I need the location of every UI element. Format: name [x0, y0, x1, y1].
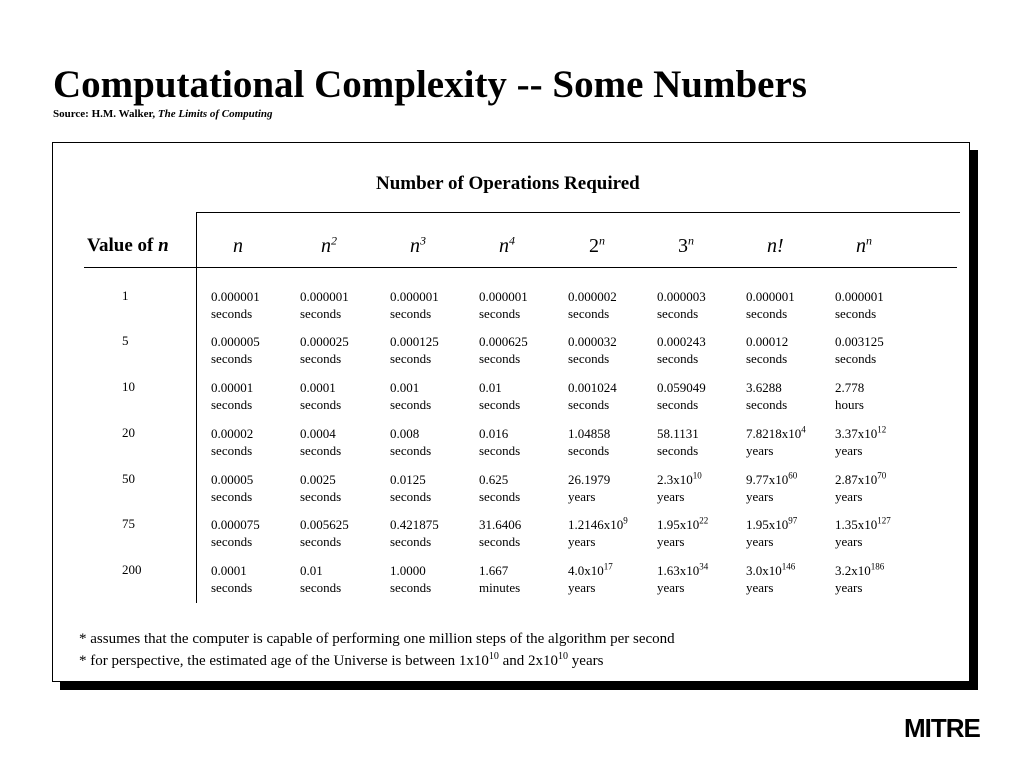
cell-value-mantissa: 1.95x10 — [657, 517, 700, 532]
footnote-exponent: 10 — [488, 651, 499, 662]
cell-unit: seconds — [300, 397, 342, 412]
cell-unit: hours — [835, 397, 864, 412]
cell-unit: seconds — [479, 351, 521, 366]
cell-unit: seconds — [746, 351, 788, 366]
table-cell — [479, 288, 528, 322]
cell-unit: seconds — [211, 351, 253, 366]
table-cell — [390, 379, 431, 413]
cell-value-exponent: 17 — [603, 561, 613, 572]
cell-value — [746, 288, 795, 305]
cell-value-mantissa: 0.001 — [390, 380, 420, 395]
cell-value-exponent: 70 — [877, 470, 887, 481]
cell-value — [211, 516, 260, 533]
cell-value — [390, 333, 439, 350]
cell-value-mantissa: 1.04858 — [568, 426, 611, 441]
table-cell — [479, 562, 520, 596]
table-cell — [479, 471, 520, 505]
table-cell — [211, 471, 253, 505]
cell-value-mantissa: 0.01 — [300, 563, 323, 578]
cell-value — [479, 288, 528, 305]
cell-value-mantissa: 0.625 — [479, 472, 509, 487]
cell-value-mantissa: 3.6288 — [746, 380, 782, 395]
row-header-prefix: Value of — [87, 235, 159, 256]
column-header-exponent: n — [866, 233, 872, 248]
cell-value-mantissa: 0.000075 — [211, 517, 260, 532]
cell-value-exponent: 186 — [870, 561, 885, 572]
table-cell — [568, 471, 610, 505]
cell-value-mantissa: 0.000005 — [211, 334, 260, 349]
table-cell — [300, 379, 341, 413]
cell-unit: seconds — [479, 534, 521, 549]
cell-unit: seconds — [390, 489, 432, 504]
cell-value — [568, 516, 628, 533]
row-label-n: 5 — [122, 333, 129, 348]
cell-unit: seconds — [746, 306, 788, 321]
column-header-exponent: 3 — [420, 233, 426, 248]
cell-unit: seconds — [390, 580, 432, 595]
cell-value — [479, 562, 520, 579]
cell-value — [657, 471, 702, 488]
cell-value-mantissa: 0.000001 — [300, 289, 349, 304]
cell-value-mantissa: 1.667 — [479, 563, 509, 578]
cell-value-mantissa: 0.000025 — [300, 334, 349, 349]
table-cell — [390, 471, 431, 505]
cell-unit: seconds — [479, 443, 521, 458]
table-cell — [835, 425, 886, 459]
cell-value — [568, 425, 610, 442]
cell-value — [300, 562, 341, 579]
cell-value-mantissa: 1.63x10 — [657, 563, 700, 578]
cell-unit: years — [568, 534, 596, 549]
footnote-text: * for perspective, the estimated age of the Universe is between 1x10 — [79, 653, 489, 669]
column-header-base: 3 — [678, 235, 688, 257]
cell-value — [835, 562, 884, 579]
cell-value — [657, 516, 708, 533]
row-label-n: 10 — [122, 379, 135, 394]
cell-value — [479, 333, 528, 350]
cell-value — [568, 562, 613, 579]
footnote-exponent: 10 — [558, 651, 569, 662]
top-rule — [196, 212, 960, 213]
cell-unit: seconds — [479, 306, 521, 321]
cell-value-mantissa: 0.016 — [479, 426, 509, 441]
cell-value — [211, 288, 260, 305]
cell-unit: seconds — [657, 397, 699, 412]
cell-unit: seconds — [835, 306, 877, 321]
cell-value-mantissa: 0.00005 — [211, 472, 254, 487]
column-header-1 — [233, 235, 243, 258]
table-heading: Number of Operations Required — [376, 173, 640, 194]
cell-unit: seconds — [390, 534, 432, 549]
cell-value-mantissa: 26.1979 — [568, 472, 611, 487]
cell-value-mantissa: 0.059049 — [657, 380, 706, 395]
source-prefix: Source: H.M. Walker, — [53, 108, 158, 120]
complexity-table-panel — [52, 142, 970, 682]
cell-value-exponent: 34 — [699, 561, 709, 572]
footnote-text: * assumes that the computer is capable of performing one million steps of the algorithm per second — [79, 631, 675, 647]
column-header-base: 2 — [589, 235, 599, 257]
table-cell — [568, 425, 610, 459]
table-cell — [211, 333, 260, 367]
cell-unit: seconds — [390, 306, 432, 321]
column-header-5 — [589, 235, 605, 258]
cell-value-mantissa: 0.000125 — [390, 334, 439, 349]
cell-unit: seconds — [390, 351, 432, 366]
table-cell — [568, 333, 617, 367]
table-cell — [300, 333, 349, 367]
column-header-4 — [499, 235, 515, 258]
cell-unit: seconds — [211, 580, 253, 595]
cell-value-mantissa: 0.00012 — [746, 334, 789, 349]
cell-value — [300, 425, 341, 442]
cell-value-mantissa: 0.000032 — [568, 334, 617, 349]
cell-unit: seconds — [746, 397, 788, 412]
cell-unit: seconds — [211, 489, 253, 504]
cell-unit: seconds — [300, 534, 342, 549]
cell-value — [568, 288, 617, 305]
cell-unit: seconds — [657, 351, 699, 366]
cell-value — [390, 379, 431, 396]
cell-unit: seconds — [300, 580, 342, 595]
row-header-var: n — [158, 235, 169, 256]
cell-value — [746, 471, 797, 488]
cell-unit: seconds — [390, 397, 432, 412]
column-header-base: n — [233, 235, 243, 257]
cell-value-mantissa: 1.2146x10 — [568, 517, 624, 532]
cell-value — [390, 288, 439, 305]
cell-value-exponent: 10 — [692, 470, 702, 481]
cell-value-mantissa: 9.77x10 — [746, 472, 789, 487]
mitre-logo: MITRE — [904, 713, 980, 743]
cell-value-mantissa: 2.87x10 — [835, 472, 878, 487]
cell-value-mantissa: 0.000001 — [835, 289, 884, 304]
cell-value — [835, 288, 884, 305]
row-label-n: 1 — [122, 288, 129, 303]
cell-value-exponent: 4 — [801, 424, 806, 435]
cell-unit: years — [746, 534, 774, 549]
footnote-text: and 2x10 — [498, 653, 559, 669]
table-cell — [300, 288, 349, 322]
cell-value — [835, 425, 886, 442]
cell-value-mantissa: 1.0000 — [390, 563, 426, 578]
table-cell — [746, 516, 797, 550]
cell-unit: minutes — [479, 580, 521, 595]
column-header-base: n — [321, 235, 331, 257]
cell-value — [300, 333, 349, 350]
cell-unit: seconds — [211, 534, 253, 549]
cell-value — [657, 288, 706, 305]
cell-value-mantissa: 0.000002 — [568, 289, 617, 304]
table-cell — [657, 471, 702, 505]
cell-value-mantissa: 0.000001 — [746, 289, 795, 304]
cell-value — [390, 516, 439, 533]
table-cell — [300, 471, 341, 505]
cell-value-exponent: 146 — [781, 561, 796, 572]
cell-value-mantissa: 0.0025 — [300, 472, 336, 487]
table-cell — [479, 379, 520, 413]
cell-value — [746, 379, 787, 396]
cell-value-mantissa: 2.3x10 — [657, 472, 693, 487]
cell-unit: years — [657, 489, 685, 504]
cell-unit: years — [746, 443, 774, 458]
column-header-exponent: 2 — [331, 233, 337, 248]
table-cell — [746, 333, 788, 367]
cell-value-mantissa: 3.2x10 — [835, 563, 871, 578]
cell-value-mantissa: 4.0x10 — [568, 563, 604, 578]
column-header-base: n — [499, 235, 509, 257]
cell-value — [657, 425, 699, 442]
table-cell — [746, 471, 797, 505]
cell-value — [657, 333, 706, 350]
column-header-exponent: 4 — [509, 233, 515, 248]
cell-value — [657, 562, 708, 579]
cell-value — [746, 562, 795, 579]
table-cell — [568, 562, 613, 596]
table-cell — [835, 379, 864, 413]
table-cell — [657, 333, 706, 367]
table-cell — [657, 516, 708, 550]
cell-value — [300, 516, 349, 533]
cell-unit: seconds — [568, 351, 610, 366]
column-header-exponent: n — [688, 233, 694, 248]
cell-value — [479, 471, 520, 488]
table-cell — [390, 288, 439, 322]
table-cell — [746, 288, 795, 322]
cell-value — [746, 333, 788, 350]
cell-value — [746, 425, 806, 442]
table-cell — [835, 562, 884, 596]
column-header-base: n! — [767, 235, 784, 257]
column-header-3 — [410, 235, 426, 258]
cell-value — [211, 333, 260, 350]
cell-value-mantissa: 0.01 — [479, 380, 502, 395]
cell-value — [390, 425, 431, 442]
cell-value — [479, 425, 520, 442]
column-header-6 — [678, 235, 694, 258]
cell-value-mantissa: 31.6406 — [479, 517, 522, 532]
cell-unit: seconds — [300, 351, 342, 366]
cell-value-mantissa: 1.35x10 — [835, 517, 878, 532]
cell-value-mantissa: 0.005625 — [300, 517, 349, 532]
cell-unit: seconds — [211, 443, 253, 458]
cell-unit: seconds — [835, 351, 877, 366]
table-cell — [746, 425, 806, 459]
cell-value-mantissa: 0.000243 — [657, 334, 706, 349]
cell-value-mantissa: 0.003125 — [835, 334, 884, 349]
cell-unit: seconds — [568, 443, 610, 458]
table-cell — [657, 562, 708, 596]
column-header-7 — [767, 235, 784, 258]
row-header-divider — [196, 212, 197, 603]
cell-unit: seconds — [568, 397, 610, 412]
row-label-n: 200 — [122, 562, 142, 577]
cell-unit: seconds — [657, 443, 699, 458]
table-cell — [211, 562, 252, 596]
cell-value-mantissa: 0.001024 — [568, 380, 617, 395]
table-cell — [390, 333, 439, 367]
cell-value-exponent: 12 — [877, 424, 887, 435]
table-cell — [835, 288, 884, 322]
cell-unit: seconds — [390, 443, 432, 458]
cell-value — [479, 516, 521, 533]
cell-value — [300, 288, 349, 305]
cell-value — [211, 379, 253, 396]
cell-unit: seconds — [479, 397, 521, 412]
cell-unit: years — [657, 534, 685, 549]
row-label-n: 50 — [122, 471, 135, 486]
footnote-1 — [79, 631, 675, 648]
cell-unit: seconds — [300, 306, 342, 321]
cell-value-mantissa: 3.37x10 — [835, 426, 878, 441]
cell-value-mantissa: 1.95x10 — [746, 517, 789, 532]
cell-value-mantissa: 2.778 — [835, 380, 865, 395]
table-cell — [835, 333, 884, 367]
source-book-title: The Limits of Computing — [157, 108, 273, 120]
cell-value — [657, 379, 706, 396]
table-cell — [211, 288, 260, 322]
table-cell — [390, 425, 431, 459]
cell-value-mantissa: 0.0001 — [300, 380, 336, 395]
table-cell — [568, 379, 617, 413]
cell-value-mantissa: 58.1131 — [657, 426, 699, 441]
column-header-2 — [321, 235, 337, 258]
cell-value — [835, 333, 884, 350]
cell-value-mantissa: 0.000001 — [390, 289, 439, 304]
cell-unit: years — [568, 580, 596, 595]
table-cell — [479, 516, 521, 550]
table-cell — [300, 562, 341, 596]
table-cell — [835, 471, 886, 505]
cell-value-mantissa: 3.0x10 — [746, 563, 782, 578]
cell-unit: seconds — [300, 443, 342, 458]
cell-unit: years — [835, 534, 863, 549]
cell-value — [211, 562, 252, 579]
table-cell — [300, 516, 349, 550]
table-cell — [657, 288, 706, 322]
cell-unit: years — [835, 489, 863, 504]
table-cell — [657, 425, 699, 459]
footnote-2 — [79, 653, 603, 670]
row-label-n: 20 — [122, 425, 135, 440]
table-cell — [211, 425, 253, 459]
footnote-text: years — [568, 653, 604, 669]
table-cell — [390, 516, 439, 550]
cell-value-exponent: 97 — [788, 515, 798, 526]
cell-value — [479, 379, 520, 396]
row-header-label — [87, 235, 169, 257]
column-header-base: n — [856, 235, 866, 257]
cell-value — [835, 516, 891, 533]
table-cell — [479, 425, 520, 459]
cell-unit: seconds — [211, 397, 253, 412]
cell-value-exponent: 22 — [699, 515, 709, 526]
cell-value — [568, 471, 610, 488]
cell-value — [568, 333, 617, 350]
cell-value-exponent: 60 — [788, 470, 798, 481]
cell-value-mantissa: 0.0001 — [211, 563, 247, 578]
cell-value — [835, 379, 864, 396]
cell-value — [300, 379, 341, 396]
table-cell — [657, 379, 706, 413]
column-header-8 — [856, 235, 872, 258]
cell-unit: seconds — [300, 489, 342, 504]
cell-unit: seconds — [479, 489, 521, 504]
cell-unit: years — [568, 489, 596, 504]
cell-value-exponent: 127 — [877, 515, 891, 526]
cell-value-mantissa: 0.000625 — [479, 334, 528, 349]
cell-value-mantissa: 7.8218x10 — [746, 426, 802, 441]
cell-unit: years — [835, 580, 863, 595]
cell-unit: years — [746, 580, 774, 595]
cell-value — [568, 379, 617, 396]
cell-value — [211, 425, 253, 442]
page-title: Computational Complexity -- Some Numbers — [53, 63, 807, 106]
cell-unit: years — [746, 489, 774, 504]
cell-value — [835, 471, 886, 488]
cell-unit: years — [835, 443, 863, 458]
cell-value-mantissa: 0.000001 — [479, 289, 528, 304]
cell-unit: seconds — [211, 306, 253, 321]
cell-value-mantissa: 0.008 — [390, 426, 420, 441]
table-cell — [835, 516, 891, 550]
cell-value — [746, 516, 797, 533]
header-rule — [84, 267, 957, 268]
table-cell — [479, 333, 528, 367]
cell-value-exponent: 9 — [623, 515, 628, 526]
table-cell — [568, 516, 628, 550]
cell-value — [211, 471, 253, 488]
cell-value-mantissa: 0.000001 — [211, 289, 260, 304]
table-cell — [390, 562, 431, 596]
cell-value — [390, 471, 431, 488]
cell-unit: seconds — [568, 306, 610, 321]
cell-unit: years — [657, 580, 685, 595]
table-cell — [211, 516, 260, 550]
table-cell — [211, 379, 253, 413]
cell-value-mantissa: 0.00002 — [211, 426, 254, 441]
cell-value-mantissa: 0.00001 — [211, 380, 254, 395]
cell-value-mantissa: 0.421875 — [390, 517, 439, 532]
cell-value — [300, 471, 341, 488]
cell-value-mantissa: 0.0004 — [300, 426, 336, 441]
cell-value-mantissa: 0.000003 — [657, 289, 706, 304]
table-cell — [300, 425, 341, 459]
table-cell — [746, 562, 795, 596]
row-label-n: 75 — [122, 516, 135, 531]
cell-unit: seconds — [657, 306, 699, 321]
table-cell — [568, 288, 617, 322]
table-cell — [746, 379, 787, 413]
column-header-base: n — [410, 235, 420, 257]
cell-value-mantissa: 0.0125 — [390, 472, 426, 487]
column-header-exponent: n — [599, 233, 605, 248]
cell-value — [390, 562, 431, 579]
